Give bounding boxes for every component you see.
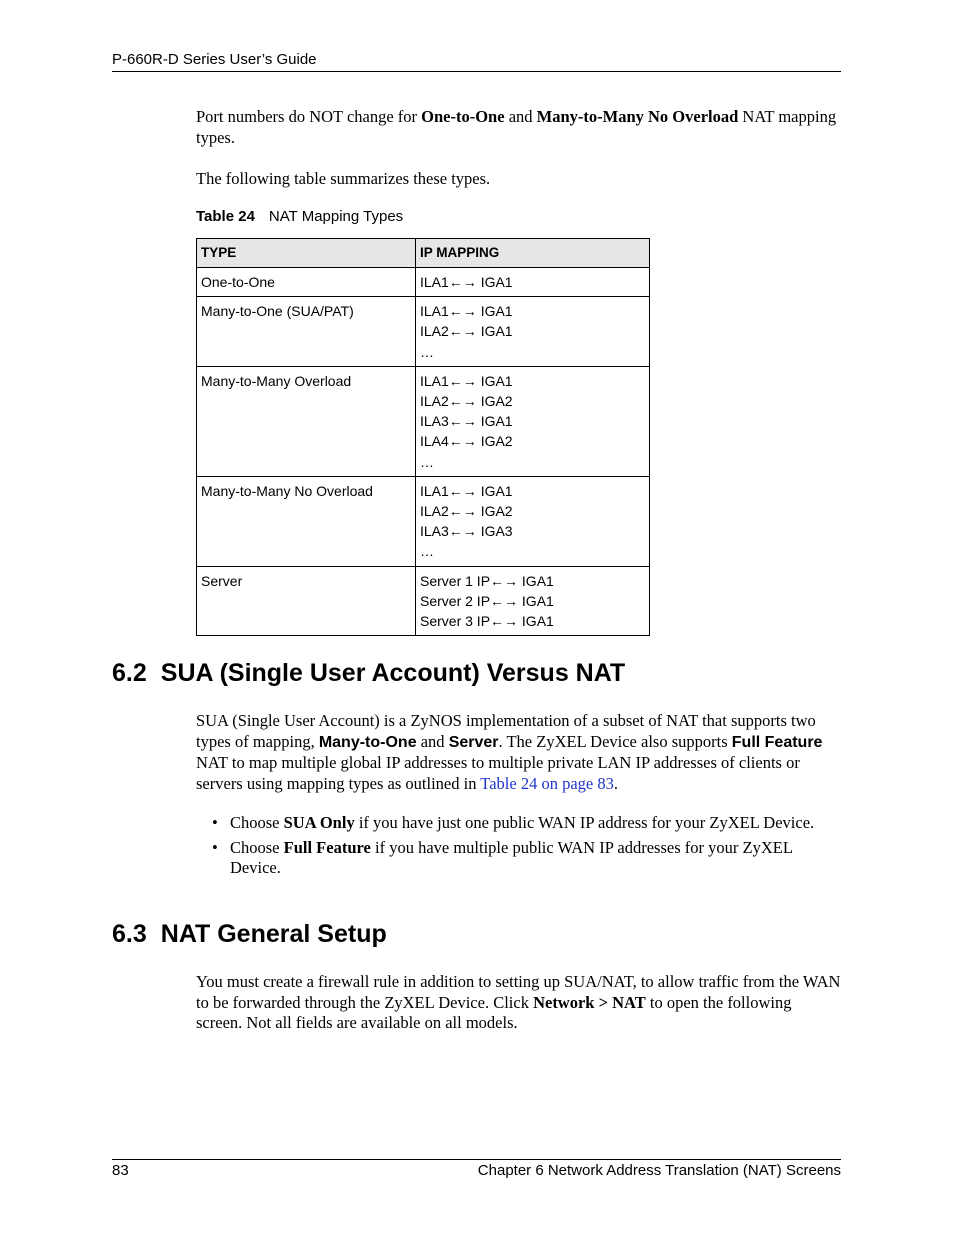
- mapping-line: …: [420, 453, 434, 470]
- footer-chapter-title: Chapter 6 Network Address Translation (NAT) Screens: [477, 1162, 841, 1179]
- mapping-line: ILA3←→ IGA3: [420, 523, 513, 540]
- bullet-text: if you have multiple public WAN IP addresses for your ZyXEL Device.: [230, 837, 793, 877]
- table-row: [197, 268, 650, 297]
- section-heading-nat-general-setup: [112, 920, 387, 949]
- column-header-type: TYPE: [197, 239, 416, 268]
- table-caption-label: Table 24: [196, 208, 255, 225]
- mapping-line: ILA1←→ IGA1: [420, 274, 513, 290]
- sua-paragraph: [196, 711, 841, 794]
- table-caption: [196, 208, 403, 225]
- mapping-cell: [416, 566, 650, 636]
- nat-mapping-table: [196, 238, 650, 636]
- sua-text: .: [613, 773, 618, 793]
- sua-bold-full-feature: Full Feature: [731, 733, 823, 751]
- list-item: [196, 813, 841, 834]
- intro-paragraph-2: The following table summarizes these types.: [196, 169, 491, 188]
- bullet-icon: •: [212, 837, 218, 857]
- section-number: 6.3: [112, 920, 147, 948]
- mapping-line: ILA2←→ IGA1: [420, 323, 513, 340]
- mapping-line: ILA4←→ IGA2: [420, 433, 513, 450]
- sua-bold-many-to-one: Many-to-One: [318, 733, 417, 751]
- nat-bold-menu-path: Network > NAT: [533, 992, 646, 1012]
- bullet-text: Choose: [230, 837, 284, 857]
- intro-text: NAT mapping types.: [196, 107, 837, 147]
- section-title: NAT General Setup: [160, 920, 387, 948]
- mapping-line: Server 2 IP←→ IGA1: [420, 592, 554, 609]
- sua-bold-server: Server: [448, 733, 499, 751]
- sua-text: NAT to map multiple global IP addresses to multiple private LAN IP addresses of clients or servers using mapping types as outlined in: [196, 753, 800, 793]
- intro-paragraph-1: [196, 107, 841, 148]
- intro-bold-one-to-one: One-to-One: [421, 107, 505, 126]
- type-cell: Server: [197, 566, 416, 636]
- list-item: [196, 838, 841, 879]
- mapping-line: ILA2←→ IGA2: [420, 393, 513, 410]
- sua-text: . The ZyXEL Device also supports: [498, 731, 732, 751]
- mapping-line: ILA3←→ IGA1: [420, 413, 513, 430]
- intro-bold-many-to-many-no-overload: Many-to-Many No Overload: [536, 107, 739, 126]
- type-cell: Many-to-Many No Overload: [197, 476, 416, 566]
- mapping-cell: [416, 366, 650, 476]
- sua-text: and: [416, 731, 449, 751]
- intro-text: and: [504, 107, 537, 126]
- nat-setup-paragraph: [196, 972, 841, 1034]
- sua-bullet-list: [196, 813, 841, 883]
- mapping-line: ILA1←→ IGA1: [420, 372, 513, 389]
- mapping-line: ILA1←→ IGA1: [420, 482, 513, 499]
- bullet-text: Choose: [230, 813, 284, 832]
- section-number: 6.2: [112, 659, 147, 687]
- type-cell: One-to-One: [197, 268, 416, 297]
- table-24-link[interactable]: Table 24 on page 83: [480, 773, 614, 793]
- mapping-cell: [416, 476, 650, 566]
- running-header: P-660R-D Series User’s Guide: [112, 51, 317, 68]
- bullet-icon: •: [212, 813, 218, 832]
- column-header-ip-mapping: IP MAPPING: [416, 239, 650, 268]
- nat-text: to open the following screen. Not all fields are available on all models.: [196, 992, 792, 1032]
- bullet-bold: SUA Only: [283, 813, 355, 832]
- sua-text: SUA (Single User Account) is a ZyNOS implementation of a subset of NAT that supports two types of mapping,: [196, 711, 816, 751]
- mapping-line: ILA2←→ IGA2: [420, 503, 513, 520]
- intro-text: Port numbers do NOT change for: [196, 107, 422, 126]
- mapping-line: …: [420, 543, 434, 560]
- footer-page-number: 83: [112, 1162, 129, 1179]
- mapping-cell: [416, 268, 650, 297]
- table-row: [197, 476, 650, 566]
- mapping-line: Server 1 IP←→ IGA1: [420, 572, 554, 589]
- table-row: [197, 297, 650, 367]
- mapping-cell: [416, 297, 650, 367]
- mapping-line: Server 3 IP←→ IGA1: [420, 613, 554, 630]
- table-row: [197, 566, 650, 636]
- bullet-bold: Full Feature: [283, 837, 371, 857]
- nat-text: You must create a firewall rule in addition to setting up SUA/NAT, to allow traffic from the WAN to be forwarded through the ZyXEL Device. Click: [196, 972, 841, 1012]
- section-title: SUA (Single User Account) Versus NAT: [160, 659, 626, 687]
- footer-rule: [112, 1159, 841, 1160]
- table-header-row: [197, 239, 650, 268]
- mapping-line: ILA1←→ IGA1: [420, 303, 513, 320]
- section-heading-sua: [112, 659, 625, 688]
- mapping-line: …: [420, 343, 434, 360]
- type-cell: Many-to-One (SUA/PAT): [197, 297, 416, 367]
- table-row: [197, 366, 650, 476]
- bullet-text: if you have just one public WAN IP address for your ZyXEL Device.: [354, 813, 815, 832]
- table-caption-title: NAT Mapping Types: [268, 208, 404, 225]
- type-cell: Many-to-Many Overload: [197, 366, 416, 476]
- header-rule: [112, 71, 841, 72]
